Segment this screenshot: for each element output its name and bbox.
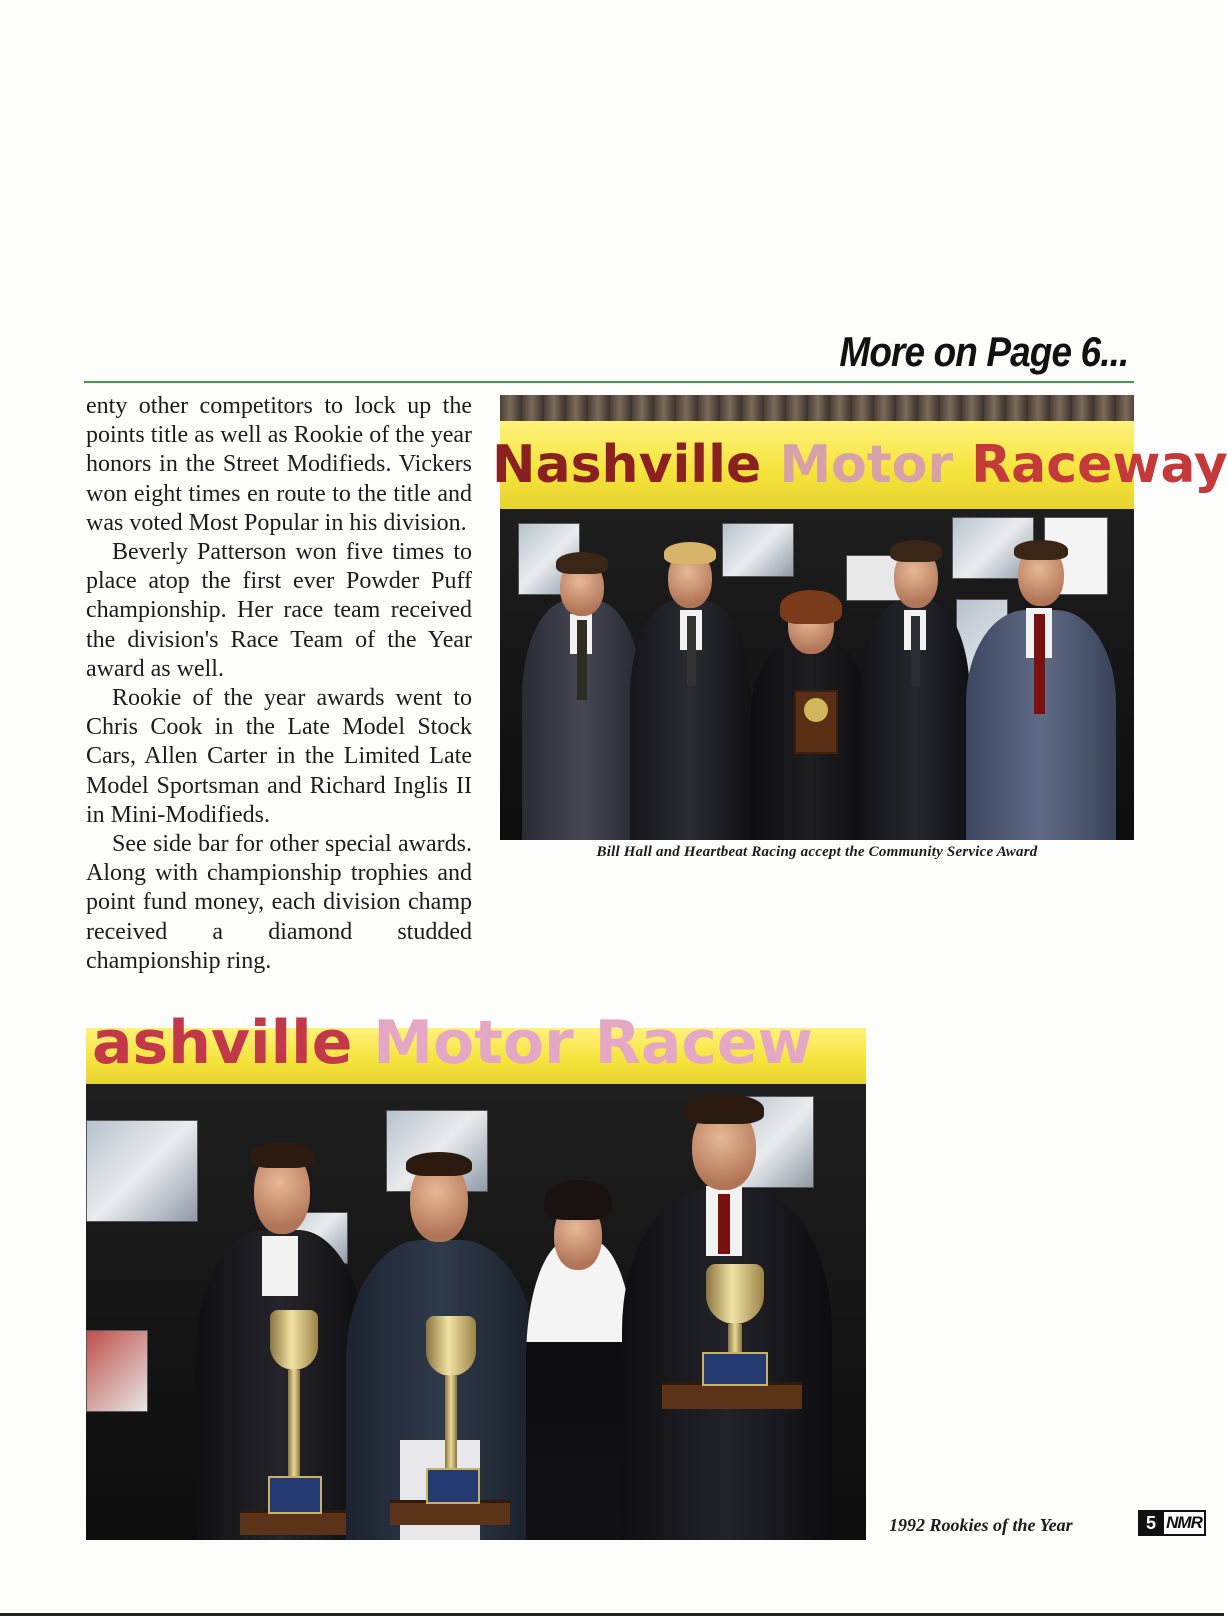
- award-photo-top: [492, 395, 1228, 840]
- trophy: [662, 1244, 802, 1414]
- person: [860, 540, 970, 840]
- display-wall: [500, 509, 1134, 840]
- section-title: 1992 Rookies of the Year: [889, 1515, 1073, 1535]
- photo-caption: Bill Hall and Heartbeat Racing accept the Community Service Award: [596, 844, 1038, 860]
- person: [196, 1140, 366, 1540]
- wall-photo: [86, 1330, 148, 1412]
- continued-heading: More on Page 6...: [838, 328, 1128, 375]
- paragraph: See side bar for other special awards. Along with championship trophies and point fund money, each division champ received a diamond studded championship ring.: [86, 831, 472, 974]
- raceway-banner: [86, 1008, 866, 1084]
- person: [966, 540, 1116, 840]
- trophy: [232, 1260, 352, 1540]
- page-number: 5: [1140, 1512, 1162, 1534]
- banner-text: Moto: [761, 435, 928, 495]
- publication-logo: NMR: [1162, 1512, 1204, 1534]
- person: [750, 590, 870, 840]
- raceway-banner: [492, 421, 1228, 509]
- article-body: [86, 392, 472, 976]
- banner-text: Motor Racew: [352, 1008, 813, 1078]
- person: [346, 1150, 536, 1540]
- banner-text: r: [927, 435, 954, 495]
- person: [522, 550, 642, 840]
- display-wall: [86, 1084, 866, 1540]
- trophy: [386, 1256, 506, 1526]
- paragraph: enty other competitors to lock up the points title as well as Rookie of the year honors in the Street Modifieds. Vickers won eight times en route to the title and was voted Most Popular in his division.: [86, 393, 472, 536]
- paragraph: Rookie of the year awards went to Chris Cook in the Late Model Stock Cars, Allen Carter in the Limited Late Model Sportsman and Richard Inglis II in Mini-Modifieds.: [86, 685, 472, 828]
- award-photo-bottom: [86, 1008, 866, 1540]
- header-divider: [84, 381, 1134, 383]
- page-number-badge: [1138, 1510, 1206, 1536]
- wall-photo: [86, 1120, 198, 1222]
- banner-text: Raceway: [953, 435, 1228, 495]
- curtain-backdrop: [500, 395, 1134, 421]
- banner-text: Nashville: [492, 435, 762, 495]
- award-plaque: [794, 690, 838, 754]
- person: [622, 1094, 832, 1540]
- person: [630, 540, 750, 840]
- banner-text: ashville: [92, 1008, 353, 1078]
- paragraph: Beverly Patterson won five times to place atop the first ever Powder Puff championship. Her race team received the division's Race Team of the Year award as well.: [86, 539, 472, 682]
